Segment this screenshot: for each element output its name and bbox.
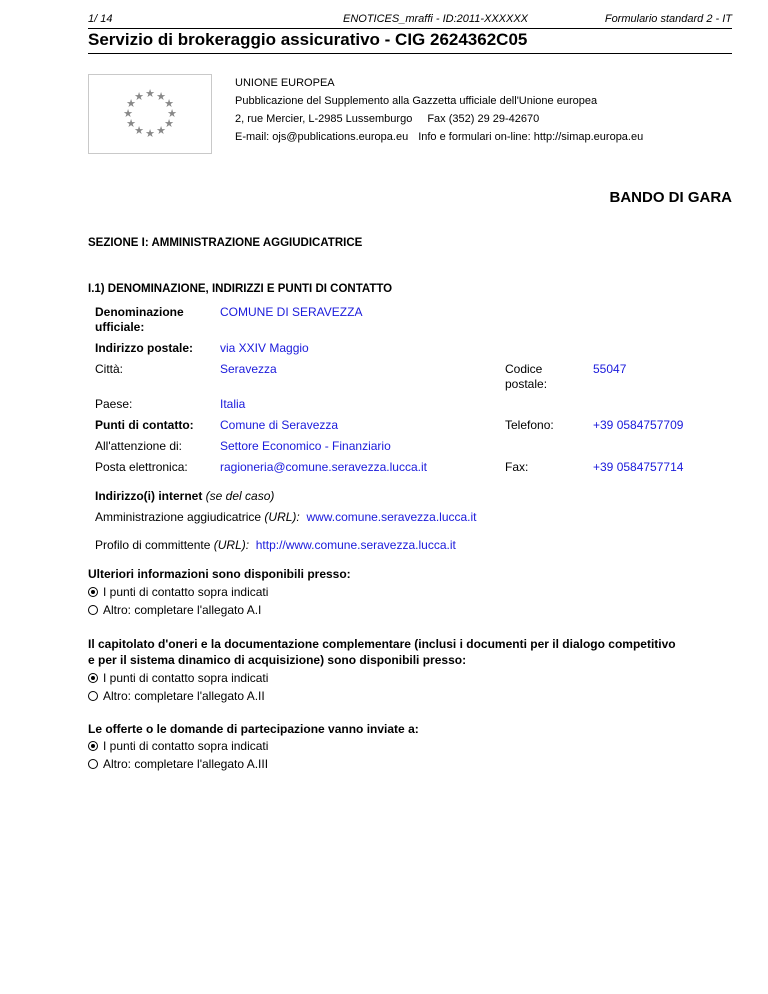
- value-denominazione: COMUNE DI SERAVEZZA: [220, 305, 363, 319]
- option-other-2[interactable]: [88, 689, 265, 703]
- label-citta: Città:: [95, 362, 124, 376]
- value-paese: Italia: [220, 397, 246, 411]
- eu-email: E-mail: ojs@publications.europa.eu: [235, 131, 409, 143]
- amm-label: Amministrazione aggiudicatrice: [95, 510, 262, 524]
- value-email[interactable]: ragioneria@comune.seravezza.lucca.it: [220, 460, 427, 474]
- svg-text:★: ★: [134, 90, 144, 103]
- value-punti-contatto: Comune di Seravezza: [220, 418, 339, 432]
- internet-heading-note: (se del caso): [205, 489, 275, 503]
- radio-selected-icon[interactable]: [88, 741, 98, 751]
- label-attenzione: All'attenzione di:: [95, 439, 183, 453]
- eu-line-4: [235, 128, 643, 146]
- eu-online: Info e formulari on-line: http://simap.europa.eu: [418, 131, 644, 143]
- eu-line-1: UNIONE EUROPEA: [235, 77, 335, 89]
- option-label: I punti di contatto sopra indicati: [103, 739, 269, 753]
- profile-label: Profilo di committente: [95, 538, 211, 552]
- internet-heading-text: Indirizzo(i) internet: [95, 489, 203, 503]
- eu-flag-icon: [88, 74, 212, 154]
- radio-selected-icon[interactable]: [88, 673, 98, 683]
- option-label: Altro: completare l'allegato A.I: [103, 603, 262, 617]
- radio-empty-icon[interactable]: [88, 605, 98, 615]
- profile-url-row: [95, 538, 456, 552]
- label-telefono: Telefono:: [505, 418, 554, 432]
- subsection-heading: I.1) DENOMINAZIONE, INDIRIZZI E PUNTI DI CONTATTO: [88, 283, 393, 295]
- svg-text:★: ★: [126, 117, 136, 130]
- radio-empty-icon[interactable]: [88, 759, 98, 769]
- form-name: Formulario standard 2 - IT: [604, 13, 732, 25]
- page-title: Servizio di brokeraggio assicurativo - CIG 2624362C05: [88, 30, 732, 54]
- label-denominazione: Denominazione ufficiale:: [95, 305, 184, 334]
- svg-text:★: ★: [156, 124, 166, 137]
- section-heading: SEZIONE I: AMMINISTRAZIONE AGGIUDICATRICE: [88, 237, 363, 249]
- svg-text:★: ★: [134, 124, 144, 137]
- amm-url-link[interactable]: www.comune.seravezza.lucca.it: [306, 510, 477, 524]
- option-contact-points-1[interactable]: [88, 585, 268, 599]
- notice-title: BANDO DI GARA: [609, 189, 732, 206]
- question-further-info: Ulteriori informazioni sono disponibili presso:: [88, 567, 351, 581]
- profile-url-label: (URL):: [213, 538, 250, 552]
- option-contact-points-3[interactable]: [88, 739, 268, 753]
- label-paese: Paese:: [95, 397, 133, 411]
- amm-url-label: (URL):: [264, 510, 300, 524]
- radio-selected-icon[interactable]: [88, 587, 98, 597]
- radio-empty-icon[interactable]: [88, 691, 98, 701]
- value-fax: +39 0584757714: [593, 460, 684, 474]
- eu-line-3: [235, 110, 643, 128]
- svg-text:★: ★: [164, 97, 174, 110]
- label-punti-contatto: Punti di contatto:: [95, 418, 194, 432]
- svg-text:★: ★: [167, 107, 177, 120]
- value-cap: 55047: [593, 362, 627, 376]
- option-label: Altro: completare l'allegato A.II: [103, 689, 265, 703]
- svg-text:★: ★: [145, 127, 155, 140]
- page-number: 1/ 14: [88, 13, 113, 25]
- svg-text:★: ★: [126, 97, 136, 110]
- label-cap: Codice postale:: [505, 362, 548, 391]
- internet-heading: [95, 489, 274, 503]
- value-attenzione: Settore Economico - Finanziario: [220, 439, 391, 453]
- value-telefono: +39 0584757709: [593, 418, 684, 432]
- svg-text:★: ★: [156, 90, 166, 103]
- profile-url-link[interactable]: http://www.comune.seravezza.lucca.it: [255, 538, 456, 552]
- option-other-1[interactable]: [88, 603, 261, 617]
- option-label: I punti di contatto sopra indicati: [103, 671, 269, 685]
- svg-text:★: ★: [123, 107, 133, 120]
- eu-publication-info: [235, 74, 643, 146]
- svg-text:★: ★: [145, 87, 155, 100]
- header-rule: [88, 28, 732, 29]
- eu-address: 2, rue Mercier, L-2985 Lussemburgo: [235, 113, 413, 125]
- eu-fax: Fax (352) 29 29-42670: [427, 113, 540, 125]
- option-contact-points-2[interactable]: [88, 671, 268, 685]
- question-submissions: Le offerte o le domande di partecipazione vanno inviate a:: [88, 722, 419, 736]
- option-label: Altro: completare l'allegato A.III: [103, 757, 269, 771]
- document-id: ENOTICES_mraffi - ID:2011-XXXXXX: [343, 13, 529, 25]
- label-fax: Fax:: [505, 460, 529, 474]
- label-indirizzo: Indirizzo postale:: [95, 341, 194, 355]
- svg-text:★: ★: [164, 117, 174, 130]
- value-indirizzo: via XXIV Maggio: [220, 341, 309, 355]
- option-other-3[interactable]: [88, 757, 268, 771]
- question-documentation-l2: e per il sistema dinamico di acquisizione) sono disponibili presso:: [88, 653, 467, 667]
- option-label: I punti di contatto sopra indicati: [103, 585, 269, 599]
- value-citta: Seravezza: [220, 362, 277, 376]
- eu-line-2: Pubblicazione del Supplemento alla Gazzetta ufficiale dell'Unione europea: [235, 95, 598, 107]
- question-documentation-l1: Il capitolato d'oneri e la documentazione complementare (inclusi i documenti per il dialogo competitivo: [88, 637, 676, 651]
- amm-url-row: [95, 510, 477, 524]
- label-email: Posta elettronica:: [95, 460, 188, 474]
